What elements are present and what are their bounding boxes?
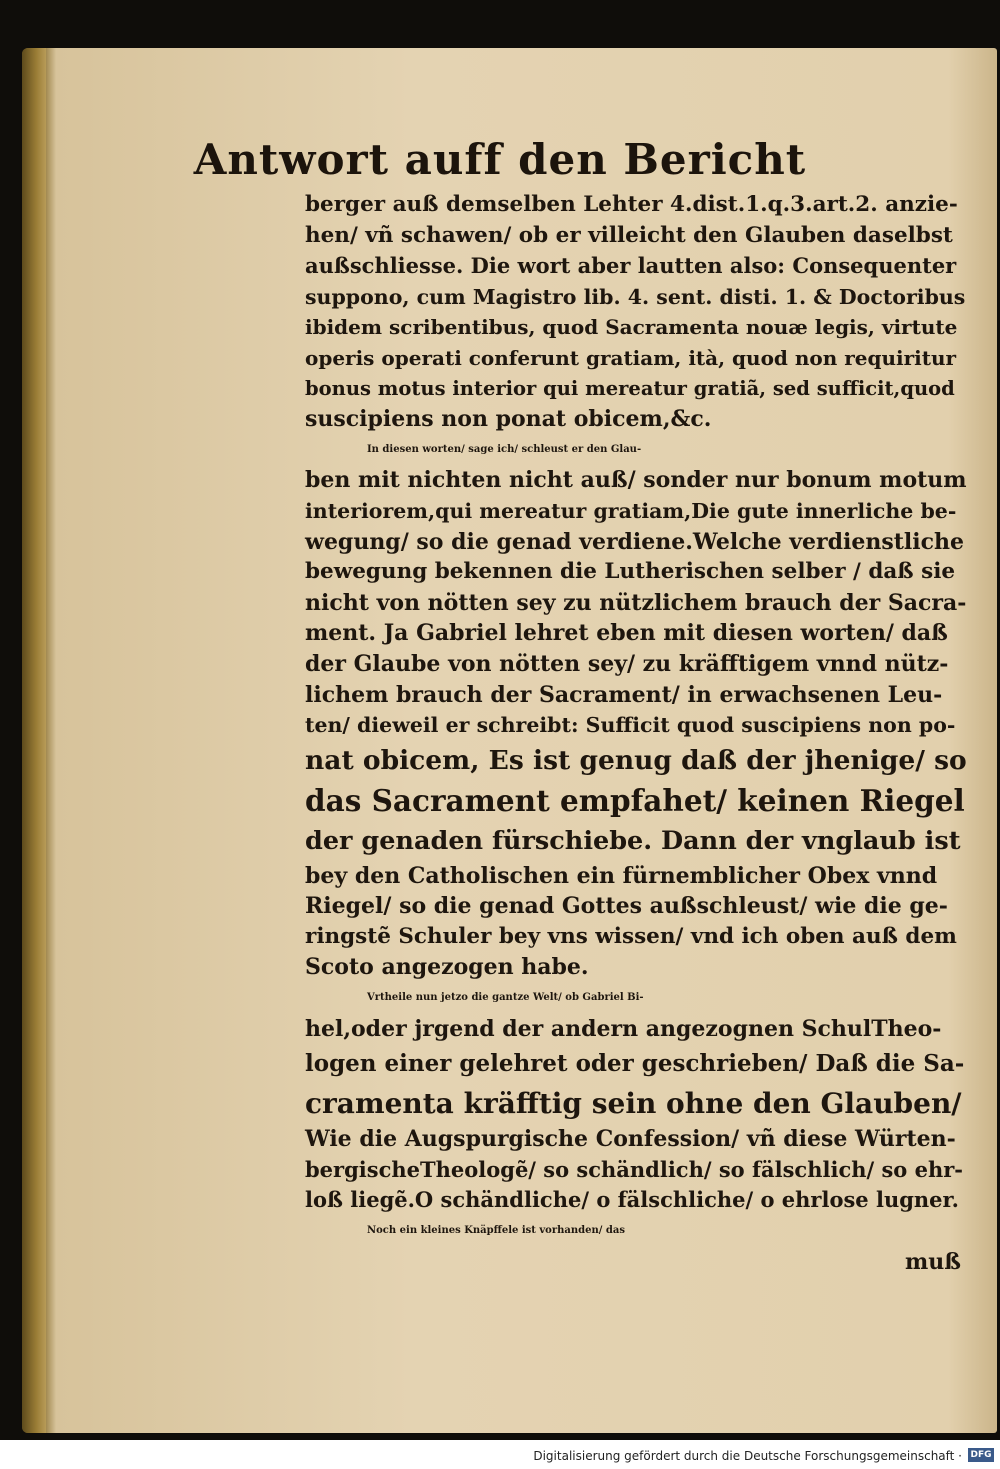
page-text	[305, 190, 965, 1277]
text-line: hen/ vñ schawen/ ob er villeicht den Glauben daselbst	[305, 222, 953, 248]
text-line: der Glaube von nötten sey/ zu kräfftigem vnnd nütz-	[305, 650, 949, 677]
text-line: hel,oder jrgend der andern angezognen SchulTheo-	[305, 1015, 942, 1042]
text-line: lichem brauch der Sacrament/ in erwachsenen Leu-	[305, 681, 943, 708]
text-line: bergischeTheologẽ/ so schändlich/ so fälschlich/ so ehr-	[305, 1156, 964, 1182]
text-line: bey den Catholischen ein fürnemblicher Obex vnnd	[305, 862, 938, 889]
footer-bar	[0, 1441, 1000, 1469]
dfg-logo: DFG	[968, 1448, 994, 1462]
text-line: Scoto angezogen habe.	[305, 954, 589, 981]
text-line: nicht von nötten sey zu nützlichem brauch der Sacra-	[305, 589, 967, 616]
text-line: nat obicem, Es ist genug daß der jhenige/ so	[305, 744, 967, 776]
text-line: ringstẽ Schuler bey vns wissen/ vnd ich oben auß dem	[305, 923, 957, 949]
text-line: Riegel/ so die genad Gottes außschleust/ wie die ge-	[305, 893, 948, 920]
text-line: suppono, cum Magistro lib. 4. sent. disti. 1. & Doctoribus	[305, 284, 966, 309]
text-line: außschliesse. Die wort aber lautten also: Consequenter	[305, 253, 957, 279]
text-line: bewegung bekennen die Lutherischen selber / daß sie	[305, 559, 956, 585]
text-line: cramenta kräfftig sein ohne den Glauben/	[305, 1087, 962, 1121]
text-line: logen einer gelehret oder geschrieben/ Daß die Sa-	[305, 1050, 965, 1078]
text-line: bonus motus interior qui mereatur gratiã, sed sufficit,quod	[305, 376, 955, 400]
footer-credit: Digitalisierung gefördert durch die Deutsche Forschungsgemeinschaft ·	[533, 1449, 962, 1463]
text-line: berger auß demselben Lehter 4.dist.1.q.3.art.2. anzie-	[305, 192, 958, 217]
text-line: ten/ dieweil er schreibt: Sufficit quod suscipiens non po-	[305, 713, 956, 738]
text-line: der genaden fürschiebe. Dann der vnglaub ist	[305, 825, 961, 856]
page-edge	[22, 48, 46, 1433]
text-line: operis operati conferunt gratiam, ità, quod non requiritur	[305, 345, 957, 370]
text-line: das Sacrament empfahet/ keinen Riegel	[305, 782, 965, 818]
running-head: Antwort auff den Bericht	[193, 135, 807, 184]
text-line: ben mit nichten nicht auß/ sonder nur bonum motum	[305, 467, 967, 494]
text-line: ment. Ja Gabriel lehret eben mit diesen worten/ daß	[305, 620, 948, 647]
catchword: muß	[905, 1248, 961, 1275]
text-line: loß liegẽ.O schändliche/ o fälschliche/ o ehrlose lugner.	[305, 1187, 959, 1213]
text-line: In diesen worten/ sage ich/ schleust er den Glau-	[367, 443, 642, 455]
text-line: ibidem scribentibus, quod Sacramenta nouæ legis, virtute	[305, 315, 958, 340]
text-line: suscipiens non ponat obicem,&c.	[305, 406, 712, 433]
text-line: interiorem,qui mereatur gratiam,Die gute innerliche be-	[305, 498, 957, 523]
text-line: Wie die Augspurgische Confession/ vñ diese Würten-	[305, 1126, 956, 1153]
text-line: Noch ein kleines Knäpffele ist vorhanden/ das	[367, 1225, 626, 1237]
text-line: wegung/ so die genad verdiene.Welche verdienstliche	[305, 528, 965, 555]
text-line: Vrtheile nun jetzo die gantze Welt/ ob Gabriel Bi-	[367, 992, 644, 1004]
